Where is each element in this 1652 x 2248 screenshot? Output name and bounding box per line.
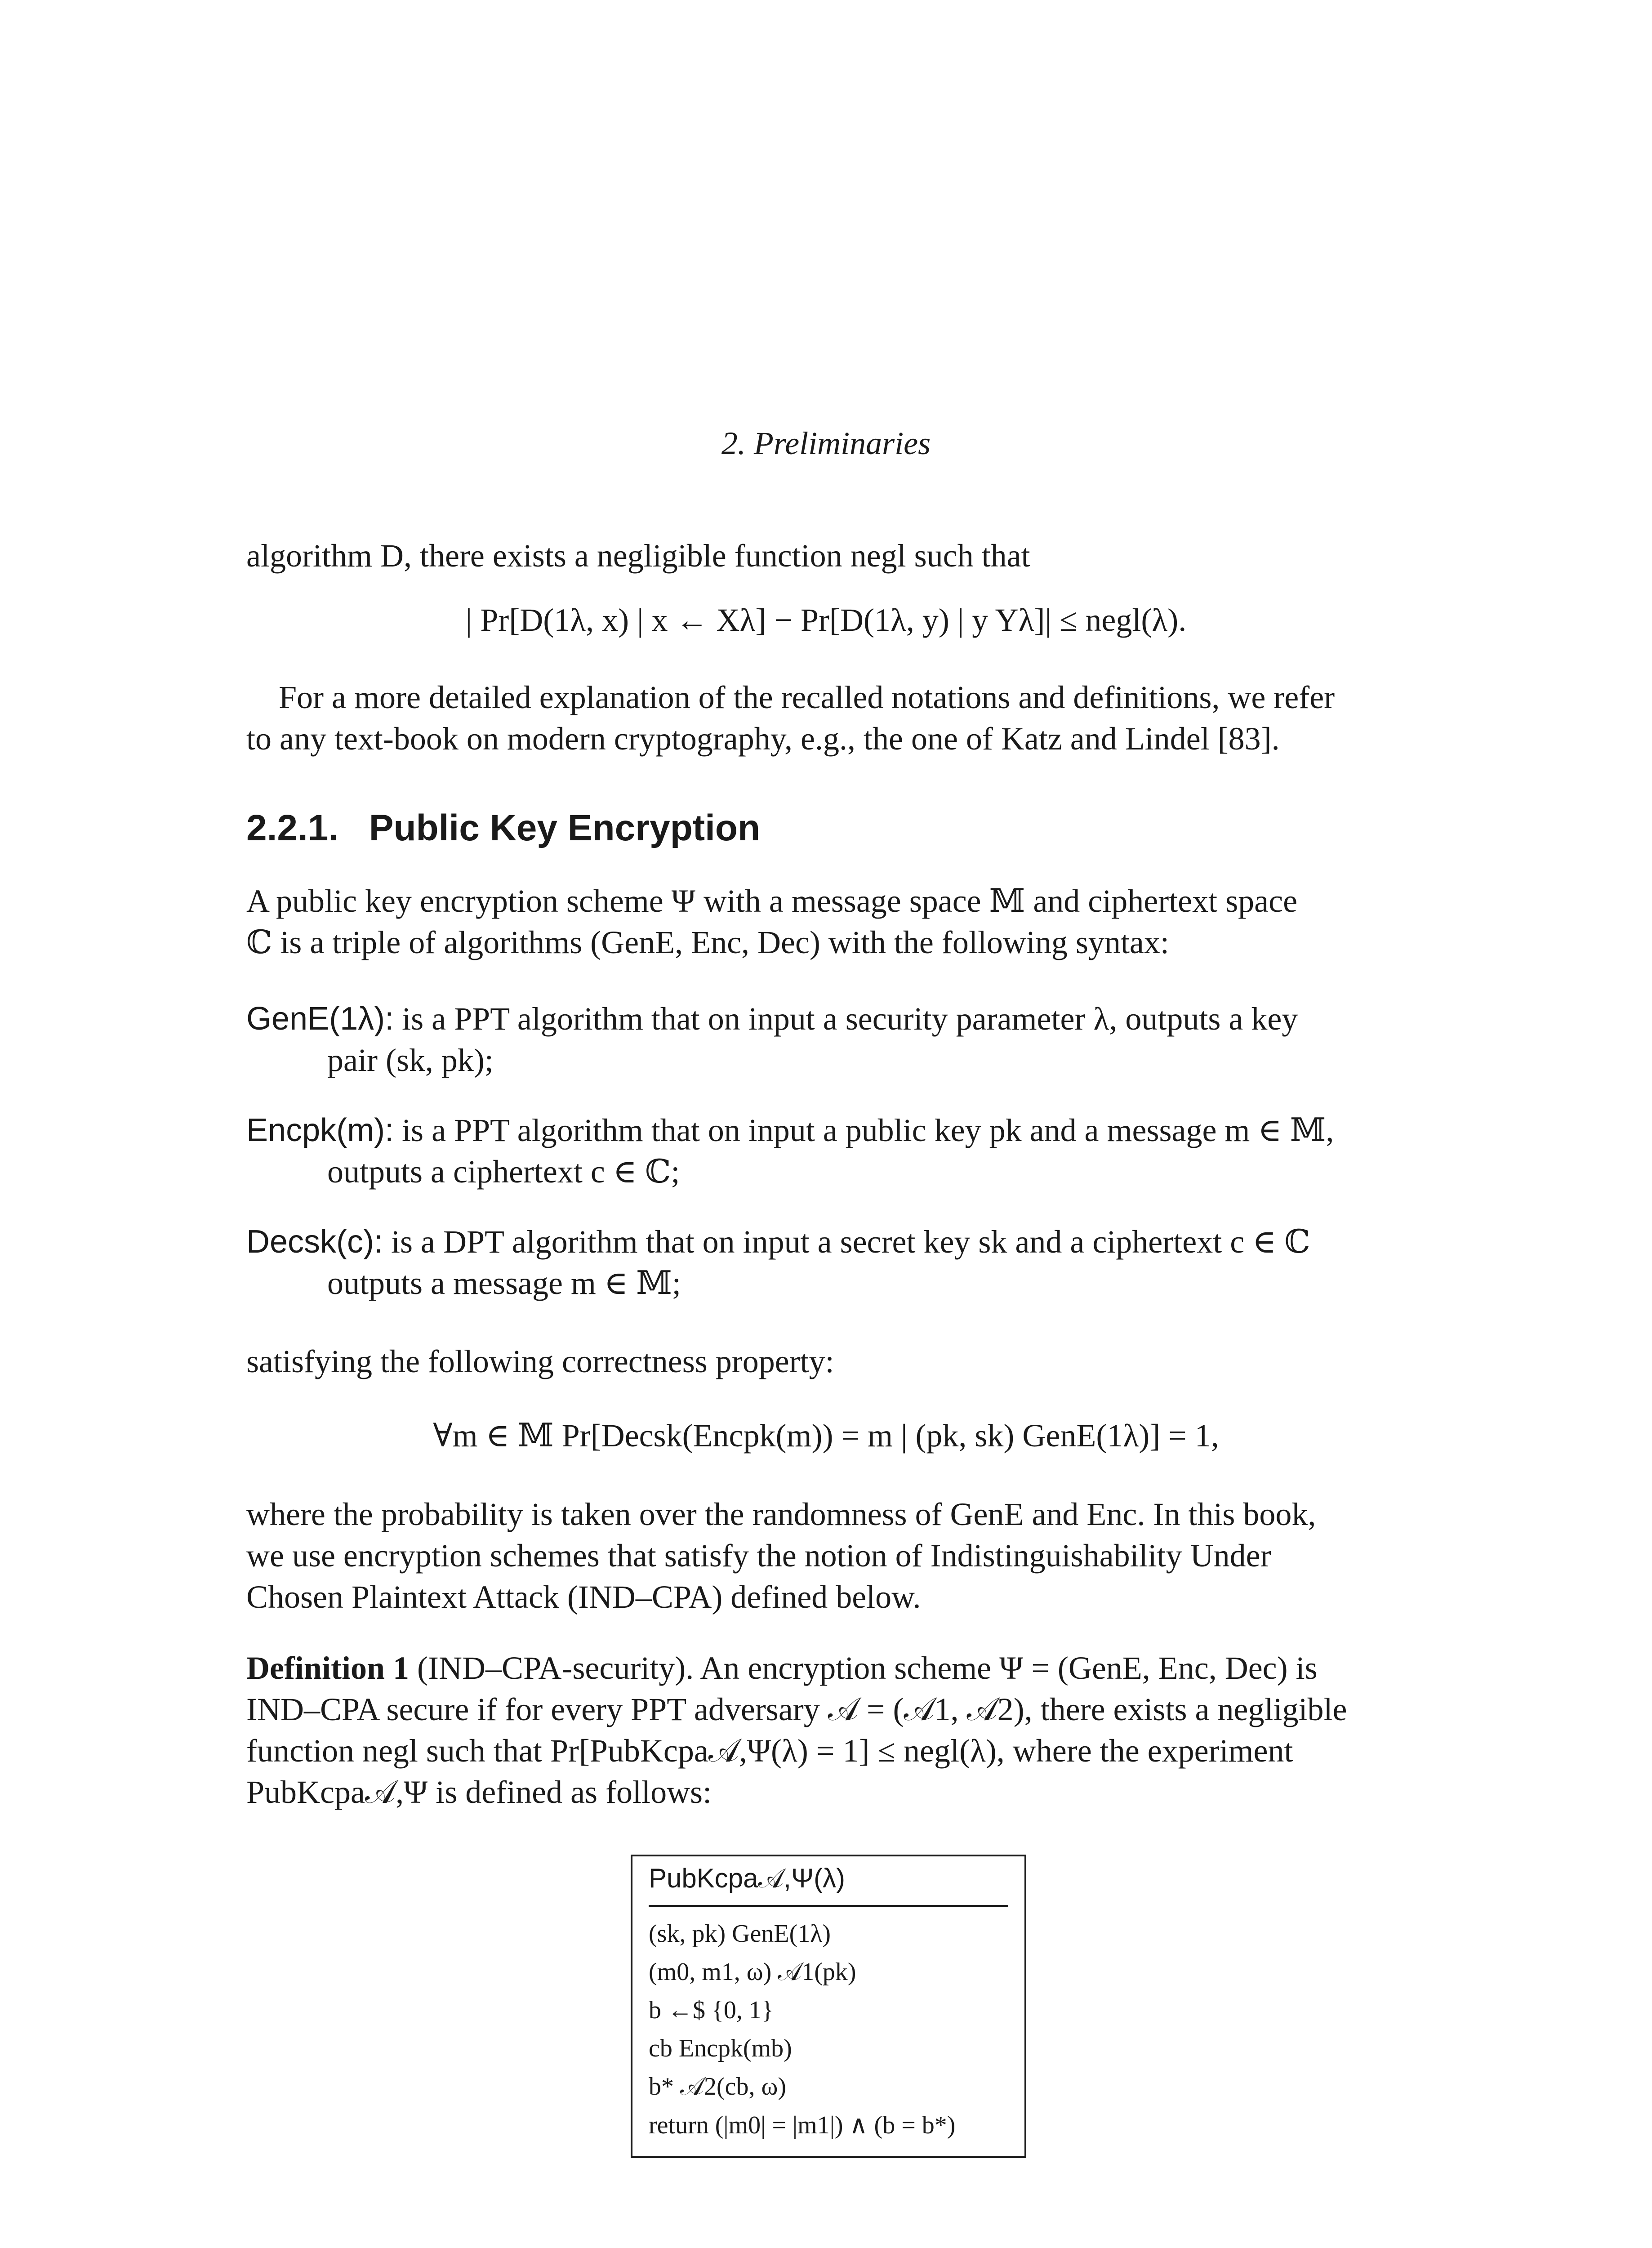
algorithm-gene-desc-1: is a PPT algorithm that on input a security parameter λ, outputs a key [402,1001,1298,1037]
definition-name: (IND–CPA-security). [417,1650,694,1686]
probability-paragraph-line-3 [246,1576,1406,1618]
section-number: 2.2.1. [246,807,339,848]
algorithm-dec-term: Decsk(c): [246,1224,383,1260]
definition-line-2-text: IND–CPA secure if for every PPT adversary 𝒜 = (𝒜1, 𝒜2), there exists a negligible [246,1691,1347,1727]
experiment-line-2: (m0, m1, ω) 𝒜1(pk) [649,1958,856,1986]
algorithm-enc-line-1 [246,1110,1406,1151]
definition-line-4 [246,1771,1406,1813]
correctness-intro [246,1341,1406,1382]
refer-paragraph-line-2 [246,718,1406,759]
display-indistinguishability [0,602,1652,639]
algorithm-enc-term: Encpk(m): [246,1112,394,1148]
probability-line-2-text: we use encryption schemes that satisfy the notion of Indistinguishability Under [246,1538,1271,1574]
probability-paragraph-line-2 [246,1535,1406,1576]
refer-paragraph-line-1 [279,677,1406,718]
probability-paragraph-line-1 [246,1494,1406,1535]
experiment-title: PubKcpa𝒜,Ψ(λ) [649,1863,846,1893]
section-title: Public Key Encryption [369,807,761,848]
algorithm-dec-line-1 [246,1221,1406,1262]
algorithm-gene-term: GenE(1λ): [246,1001,394,1037]
refer-line-1-text: For a more detailed explanation of the recalled notations and definitions, we refer [279,679,1335,715]
algorithm-gene-line-2 [327,1039,1487,1081]
algorithm-dec-desc-1: is a DPT algorithm that on input a secret key sk and a ciphertext c ∈ ℂ [391,1224,1310,1260]
refer-line-2-text: to any text-book on modern cryptography, e.g., the one of Katz and Lindel [83]. [246,721,1280,757]
experiment-line-5: b* 𝒜2(cb, ω) [649,2073,786,2101]
experiment-box [631,1855,1026,2158]
experiment-line-1: (sk, pk) GenE(1λ) [649,1920,831,1948]
definition-line-3 [246,1730,1406,1771]
display-correctness-text: ∀m ∈ 𝕄 Pr[Decsk(Encpk(m)) = m | (pk, sk) GenE(1λ)] = 1, [433,1418,1219,1454]
definition-line-4-text: PubKcpa𝒜,Ψ is defined as follows: [246,1774,712,1810]
display-indistinguishability-text: | Pr[D(1λ, x) | x ← Xλ] − Pr[D(1λ, y) | y Yλ]| ≤ negl(λ). [465,602,1187,638]
scheme-intro-line-2 [246,922,1406,963]
experiment-line-3: b ←$ {0, 1} [649,1996,774,2024]
definition-line-3-text: function negl such that Pr[PubKcpa𝒜,Ψ(λ) = 1] ≤ negl(λ), where the experiment [246,1733,1293,1769]
correctness-intro-text: satisfying the following correctness property: [246,1343,834,1379]
algorithm-gene-desc-2: pair (sk, pk); [327,1042,494,1078]
algorithm-enc-line-2 [327,1151,1487,1192]
scheme-intro-line-1 [246,880,1406,922]
definition-line-2 [246,1689,1406,1730]
scheme-intro-line-2-text: ℂ is a triple of algorithms (GenE, Enc, Dec) with the following syntax: [246,924,1169,960]
algorithm-enc-desc-1: is a PPT algorithm that on input a public key pk and a message m ∈ 𝕄, [402,1112,1334,1148]
display-correctness [0,1416,1652,1454]
scheme-intro-line-1-text: A public key encryption scheme Ψ with a message space 𝕄 and ciphertext space [246,883,1298,919]
algorithm-enc-desc-2: outputs a ciphertext c ∈ ℂ; [327,1154,680,1190]
running-head: 2. Preliminaries [721,425,931,461]
experiment-title-rule [649,1905,1008,1907]
experiment-line-4: cb Encpk(mb) [649,2034,792,2062]
definition-line-1-text: An encryption scheme Ψ = (GenE, Enc, Dec) is [700,1650,1318,1686]
intro-line-text: algorithm D, there exists a negligible function negl such that [246,538,1030,574]
experiment-line-6: return (|m0| = |m1|) ∧ (b = b*) [649,2111,956,2139]
section-heading [246,807,760,849]
probability-line-3-text: Chosen Plaintext Attack (IND–CPA) defined below. [246,1579,921,1615]
algorithm-gene-line-1 [246,998,1406,1039]
definition-label: Definition 1 [246,1650,410,1686]
probability-line-1-text: where the probability is taken over the randomness of GenE and Enc. In this book, [246,1496,1316,1532]
algorithm-dec-desc-2: outputs a message m ∈ 𝕄; [327,1265,681,1301]
intro-line [246,535,1406,576]
algorithm-dec-line-2 [327,1262,1487,1304]
definition-line-1 [246,1647,1406,1689]
